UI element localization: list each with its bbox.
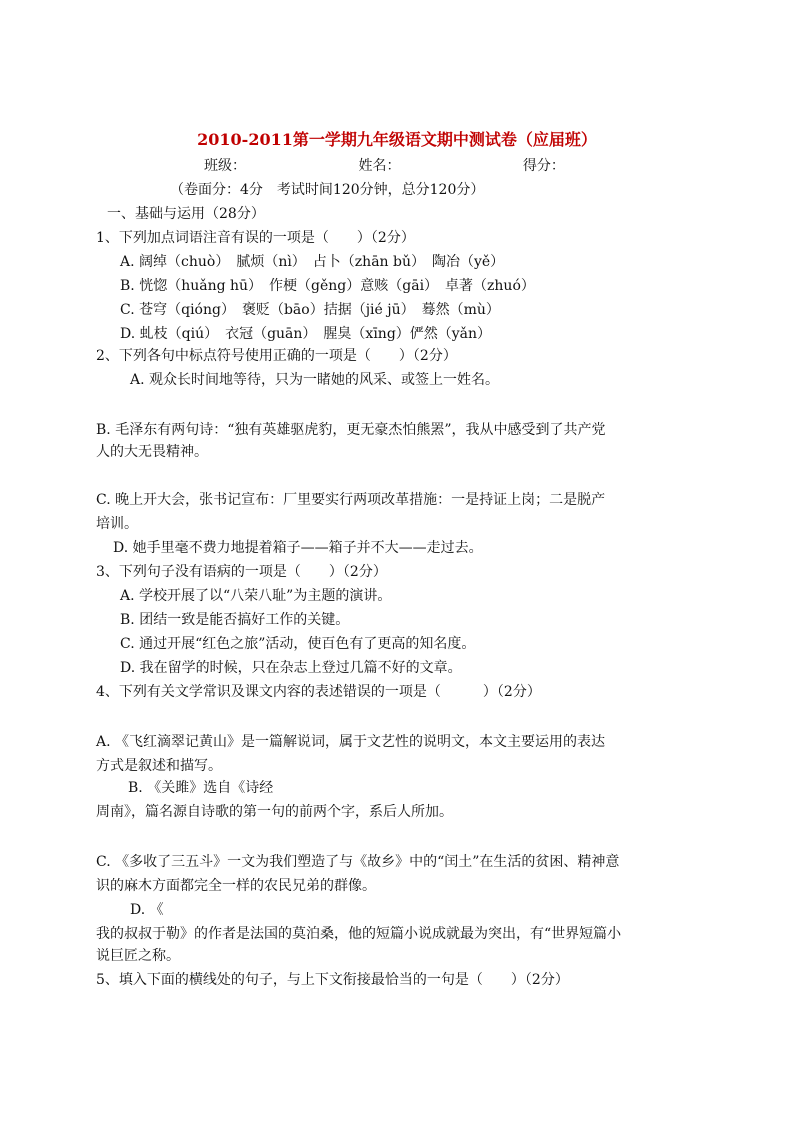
exam-meta: （卷面分：4分 考试时间120分钟，总分120分）: [170, 182, 485, 198]
option-b: B. 团结一致是能否搞好工作的关键。: [120, 612, 350, 628]
option-a: A. 观众长时间地等待，只为一睹她的风采、或签上一姓名。: [130, 372, 500, 388]
option-d: D. 她手里毫不费力地提着箱子——箱子并不大——走过去。: [113, 540, 483, 556]
score-label: 得分：: [522, 158, 565, 174]
option-a-continued: 方式是叙述和描写。: [96, 758, 222, 774]
option-d: D. 《: [130, 902, 164, 918]
option-d: D. 我在留学的时候，只在杂志上登过几篇不好的文章。: [120, 660, 462, 676]
question-stem: 5、填入下面的横线处的句子，与上下文衔接最恰当的一句是（ ）（2分）: [96, 972, 569, 988]
option-b-continued: 周南》，篇名源自诗歌的第一句的前两个字，系后人所加。: [96, 804, 453, 820]
name-label: 姓名：: [358, 158, 401, 174]
option-a: A. 学校开展了以“八荣八耻”为主题的演讲。: [120, 588, 392, 604]
option-a: A. 《飞红滴翠记黄山》是一篇解说词，属于文艺性的说明文，本文主要运用的表达: [96, 734, 606, 750]
section-heading: 一、基础与运用（28分）: [107, 206, 265, 222]
option-c-continued: 培训。: [96, 516, 138, 532]
option-d-continued: 我的叔叔于勒》的作者是法国的莫泊桑，他的短篇小说成就最为突出，有“世界短篇小: [96, 926, 622, 942]
class-label: 班级：: [204, 158, 246, 174]
option-b: B. 毛泽东有两句诗：“独有英雄驱虎豹，更无豪杰怕熊罴”，我从中感受到了共产党: [96, 422, 606, 438]
option-c: C. 《多收了三五斗》一文为我们塑造了与《故乡》中的“闰土”在生活的贫困、精神意: [96, 854, 620, 870]
option-c-continued: 识的麻木方面都完全一样的农民兄弟的群像。: [96, 878, 376, 894]
option-d-continued: 说巨匠之称。: [96, 948, 180, 964]
question-stem: 4、下列有关文学常识及课文内容的表述错误的一项是（ ）（2分）: [96, 684, 541, 700]
option-c: C. 晚上开大会，张书记宣布：厂里要实行两项改革措施：一是持证上岗；二是脱产: [96, 492, 606, 508]
option-b: B. 恍惚（huǎng hū） 作梗（gěng）意赅（gāi） 卓著（zhuó）: [120, 278, 535, 294]
question-stem: 3、下列句子没有语病的一项是（ ）（2分）: [96, 564, 387, 580]
option-b-continued: 人的大无畏精神。: [96, 444, 208, 460]
option-a: A. 阔绰（chuò） 腻烦（nì） 占卜（zhān bǔ） 陶冶（yě）: [120, 254, 505, 270]
exam-title: 2010-2011第一学期九年级语文期中测试卷（应届班）: [197, 130, 597, 149]
option-c: C. 通过开展“红色之旅”活动，使百色有了更高的知名度。: [120, 636, 476, 652]
question-stem: 2、下列各句中标点符号使用正确的一项是（ ）（2分）: [96, 348, 457, 364]
question-stem: 1、下列加点词语注音有误的一项是（ ）（2分）: [96, 230, 415, 246]
option-d: D. 虬枝（qiú） 衣冠（guān） 腥臭（xīng）俨然（yǎn）: [120, 326, 492, 342]
option-c: C. 苍穹（qióng） 褒贬（bāo）拮据（jié jū） 蓦然（mù）: [120, 302, 500, 318]
option-b: B. 《关雎》选自《诗经: [128, 780, 274, 796]
student-info-row: [204, 156, 565, 176]
